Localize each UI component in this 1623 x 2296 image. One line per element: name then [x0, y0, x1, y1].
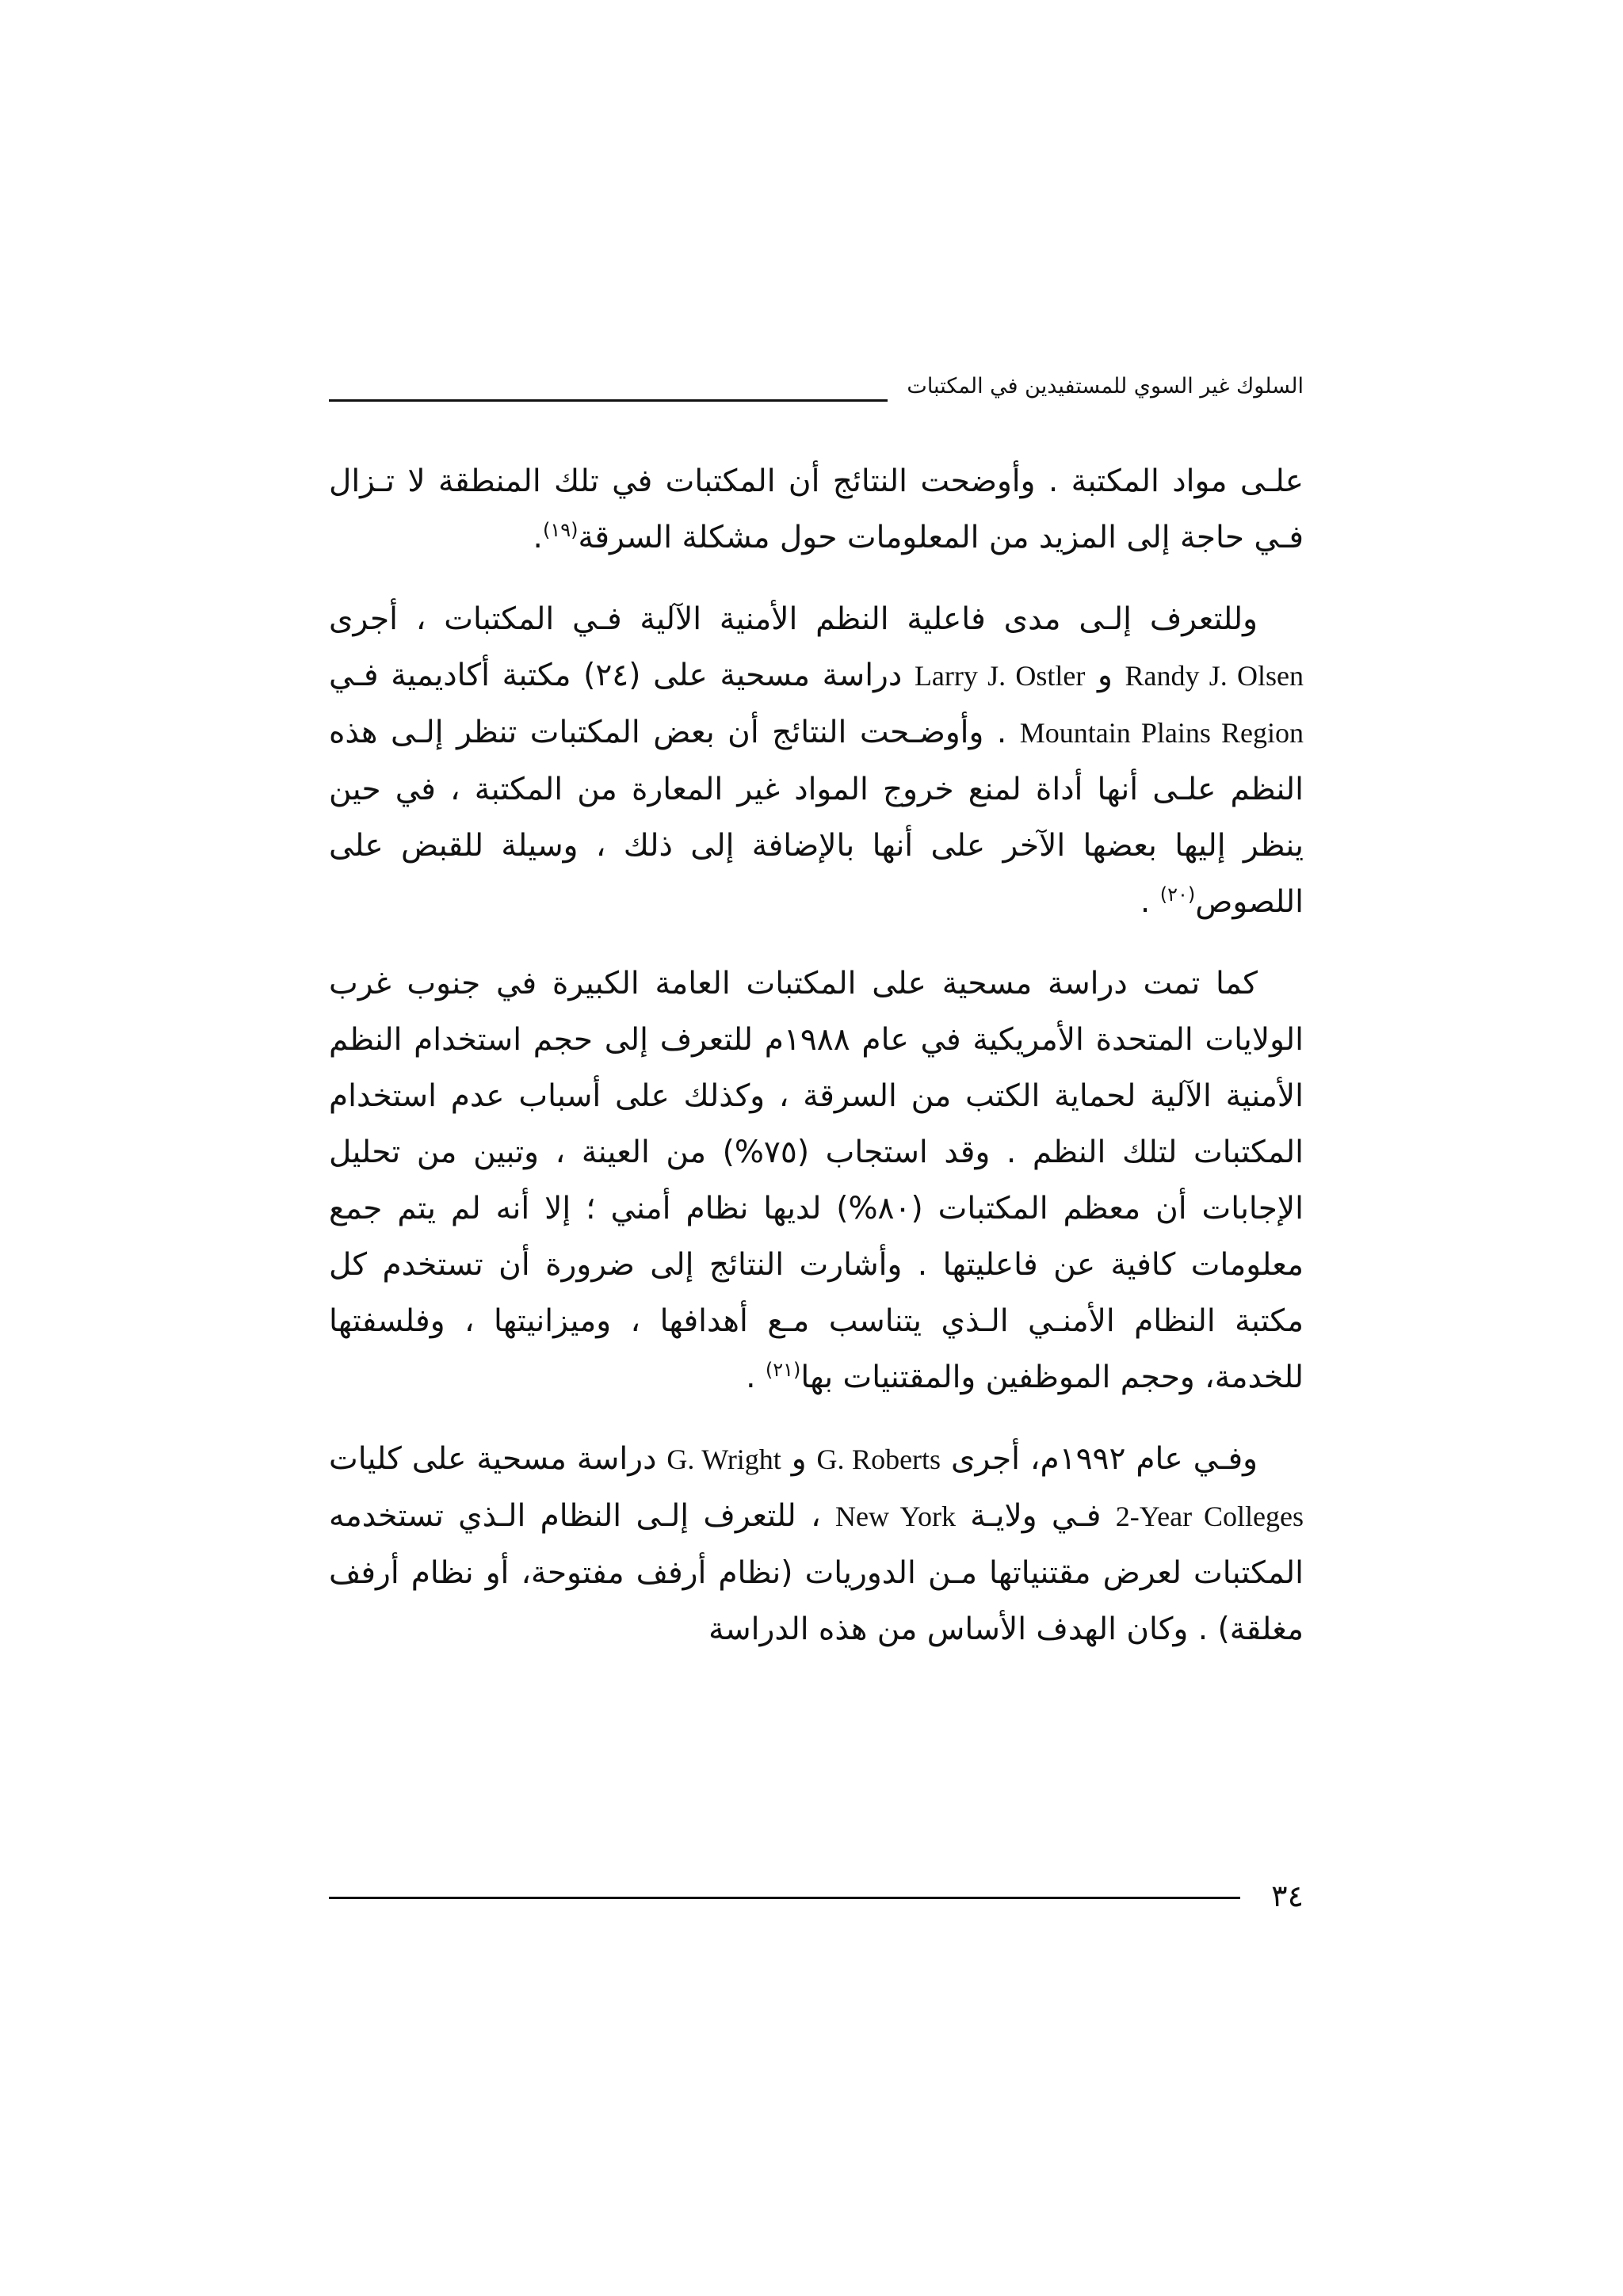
paragraph-3-text: كما تمت دراسة مسحية على المكتبات العامة الكبيرة في جنوب غرب الولايات المتحدة الأمريكية في عام ١٩٨٨م للتعرف إلى حجم استخدام النظم الأمنية الآلية لحماية الكتب من السرقة ، وكذلك على أسباب عدم استخدام المكتبات لتلك النظم . وقد استجاب (٧٥%) من العينة ، وتبين من تحليل الإجابات أن معظم المكتبات (٨٠%) لديها نظام أمني ؛ إلا أنه لم يتم جمع معلومات كافية عن فاعليتها . وأشارت النتائج إلى ضرورة أن تستخدم كل مكتبة النظام الأمنـي الـذي يتناسب مـع أهدافها ، وميزانيتها ، وفلسفتها للخدمة، وحجم الموظفين والمقتنيات بها	[329, 966, 1304, 1395]
region-name: Mountain Plains Region	[1019, 717, 1304, 749]
paragraph-1-text: علـى مواد المكتبة . وأوضحت النتائج أن المكتبات في تلك المنطقة لا تـزال فـي حاجة إلى المزيد من المعلومات حول مشكلة السرقة	[329, 463, 1304, 555]
paragraph-4-part-4: ، للتعرف إلـى النظام الـذي تستخدمه المكتبات لعرض مقتنياتها مـن الدوريات (نظام أرفف مفتوحة، أو نظام أرفف مغلقة) . وكان الهدف الأساس من هذه الدراسة	[329, 1498, 1304, 1647]
body-text	[329, 453, 1304, 1879]
author-randy-olsen: Randy J. Olsen	[1125, 660, 1304, 692]
author-g-wright: G. Wright	[666, 1444, 781, 1475]
state-name: New York	[835, 1501, 956, 1532]
footnote-ref-19: (١٩)	[542, 519, 579, 541]
paragraph-3-end: .	[746, 1360, 756, 1395]
running-header-title: السلوك غير السوي للمستفيدين في المكتبات	[907, 374, 1304, 399]
paragraph-2-end: .	[1140, 884, 1151, 920]
paragraph-4-part-1: وفـي عام ١٩٩٢م، أجرى	[950, 1441, 1258, 1477]
paragraph-2	[329, 591, 1304, 930]
paragraph-4-conjunction: و	[791, 1441, 807, 1477]
footnote-ref-20: (٢٠)	[1159, 883, 1196, 906]
running-header	[329, 371, 1304, 409]
page-number: ٣٤	[1271, 1878, 1304, 1913]
paragraph-2-part-2: دراسة مسحية على (٢٤) مكتبة أكاديمية فـي	[329, 658, 903, 693]
author-larry-ostler: Larry J. Ostler	[914, 660, 1086, 692]
author-g-roberts: G. Roberts	[816, 1444, 941, 1475]
paragraph-2-conjunction: و	[1098, 658, 1113, 693]
paragraph-1	[329, 453, 1304, 566]
paragraph-3	[329, 955, 1304, 1405]
paragraph-1-end: .	[533, 520, 543, 555]
paragraph-4-part-2: دراسة مسحية على كليات	[329, 1441, 657, 1477]
page-footer	[329, 1876, 1304, 1924]
footer-rule	[329, 1897, 1240, 1899]
colleges-name: 2-Year Colleges	[1115, 1501, 1304, 1532]
footnote-ref-21: (٢١)	[765, 1359, 801, 1381]
paragraph-4	[329, 1431, 1304, 1657]
paragraph-2-part-3: . وأوضـحت النتائج أن بعض المكتبات تنظر إلـى هذه النظم علـى أنها أداة لمنع خروج المواد غير المعارة من المكتبة ، في حين ينظر إليها بعضها الآخر على أنها بالإضافة إلى ذلك ، وسيلة للقبض على اللصوص	[329, 715, 1304, 920]
header-rule	[329, 399, 888, 402]
paragraph-2-part-1: وللتعرف إلـى مدى فاعلية النظم الأمنية الآلية فـي المكتبات ، أجرى	[329, 601, 1258, 637]
paragraph-4-part-3: فـي ولايـة	[970, 1498, 1102, 1534]
